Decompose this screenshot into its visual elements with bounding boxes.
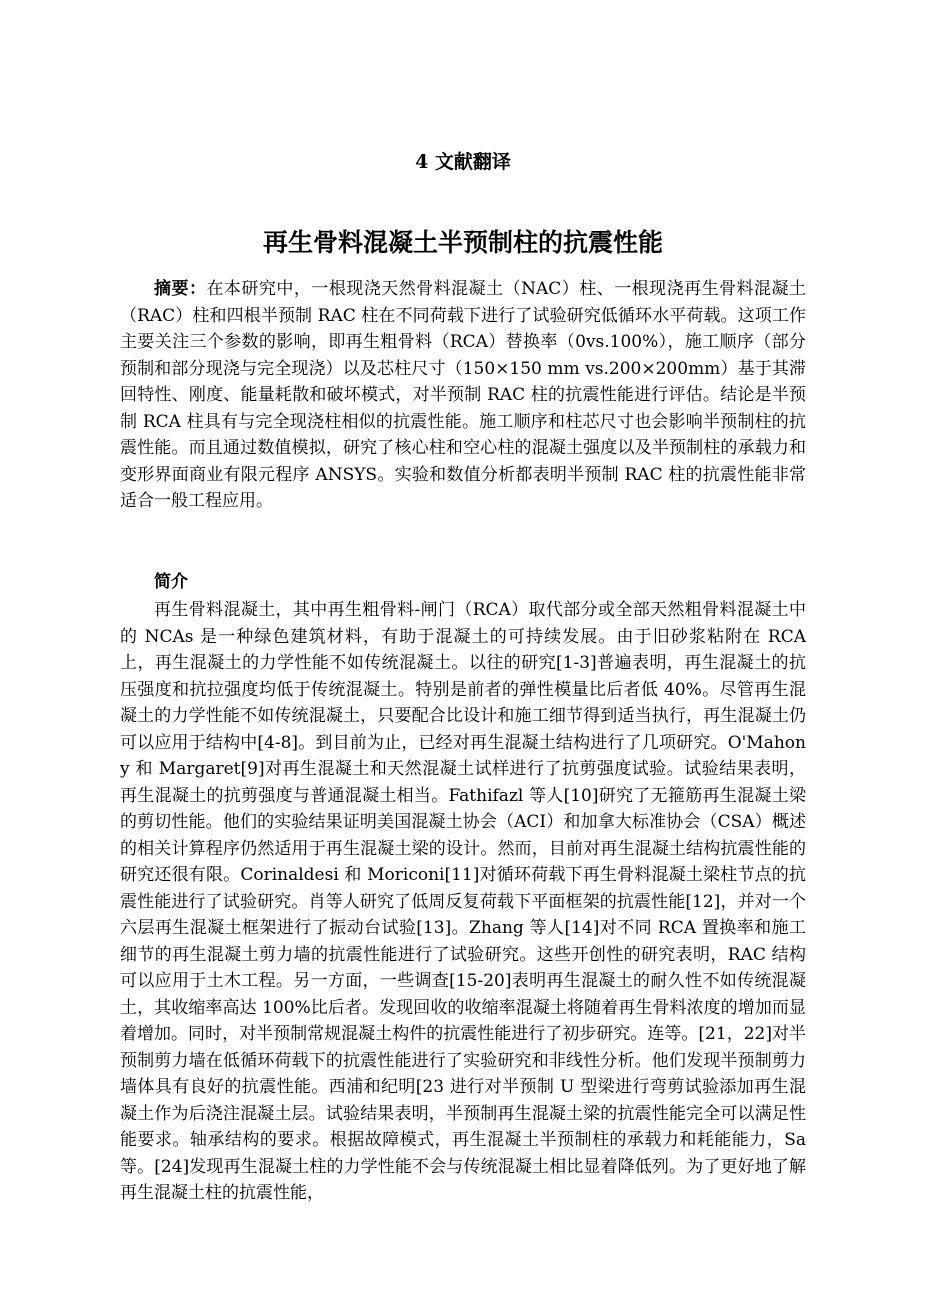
article-title: 再生骨料混凝土半预制柱的抗震性能 [262, 228, 663, 257]
intro-paragraph: 再生骨料混凝土，其中再生粗骨料-闸门（RCA）取代部分或全部天然粗骨料混凝土中的 NCAs 是一种绿色建筑材料，有助于混凝土的可持续发展。由于旧砂浆粘附在 RCA 上，再生混凝土的力学性能不如传统混凝土。以往的研究[1-3]普遍表明，再生混凝土的抗压强度和抗拉强度均低于传统混凝土。特别是前者的弹性模量比后者低 40%。尽管再生混凝土的力学性能不如传统混凝土，只要配合比设计和施工细节得到适当执行，再生混凝土仍可以应用于结构中[4-8]。到目前为止，已经对再生混凝土结构进行了几项研究。O'Mahony 和 Margaret[9]对再生混凝土和天然混凝土试样进行了抗剪强度试验。试验结果表明，再生混凝土的抗剪强度与普通混凝土相当。Fathifazl 等人[10]研究了无箍筋再生混凝土梁的剪切性能。他们的实验结果证明美国混凝土协会（ACI）和加拿大标准协会（CSA）概述的相关计算程序仍然适用于再生混凝土梁的设计。然而，目前对再生混凝土结构抗震性能的研究还很有限。Corinaldesi 和 Moriconi[11]对循环荷载下再生骨料混凝土梁柱节点的抗震性能进行了试验研究。肖等人研究了低周反复荷载下平面框架的抗震性能[12]，并对一个六层再生混凝土框架进行了振动台试验[13]。Zhang 等人[14]对不同 RCA 置换率和施工细节的再生混凝土剪力墙的抗震性能进行了试验研究。这些开创性的研究表明，RAC 结构可以应用于土木工程。另一方面，一些调查[15-20]表明再生混凝土的耐久性不如传统混凝土，其收缩率高达 100%比后者。发现回收的收缩率混凝土将随着再生骨料浓度的增加而显着增加。同时，对半预制常规混凝土构件的抗震性能进行了初步研究。连等。[21，22]对半预制剪力墙在低循环荷载下的抗震性能进行了实验研究和非线性分析。他们发现半预制剪力墙体具有良好的抗震性能。西浦和纪明[23 进行对半预制 U 型梁进行弯剪试验添加再生混凝土作为后浇注混凝土层。试验结果表明，半预制再生混凝土梁的抗震性能完全可以满足性能要求。轴承结构的要求。根据故障模式，再生混凝土半预制柱的承载力和耗能能力，Sa 等。[24]发现再生混凝土柱的力学性能不会与传统混凝土相比显着降低列。为了更好地了解再生混凝土柱的抗震性能， [120, 600, 806, 1203]
abstract-label: 摘要： [154, 279, 207, 299]
abstract-paragraph [120, 276, 806, 515]
section-title: 4 文献翻译 [415, 151, 511, 173]
intro-heading: 简介 [154, 571, 188, 592]
abstract-text: 在本研究中，一根现浇天然骨料混凝土（NAC）柱、一根现浇再生骨料混凝土（RAC）柱和四根半预制 RAC 柱在不同荷载下进行了试验研究低循环水平荷载。这项工作主要关注三个参数的影响，即再生粗骨料（RCA）替换率（0vs.100%），施工顺序（部分预制和部分现浇与完全现浇）以及芯柱尺寸（150×150 mm vs.200×200mm）基于其滞回特性、刚度、能量耗散和破坏模式，对半预制 RAC 柱的抗震性能进行评估。结论是半预制 RCA 柱具有与完全现浇柱相似的抗震性能。施工顺序和柱芯尺寸也会影响半预制柱的抗震性能。而且通过数值模拟，研究了核心柱和空心柱的混凝土强度以及半预制柱的承载力和变形界面商业有限元程序 ANSYS。实验和数值分析都表明半预制 RAC 柱的抗震性能非常适合一般工程应用。 [120, 279, 806, 511]
document-content [120, 0, 806, 1207]
